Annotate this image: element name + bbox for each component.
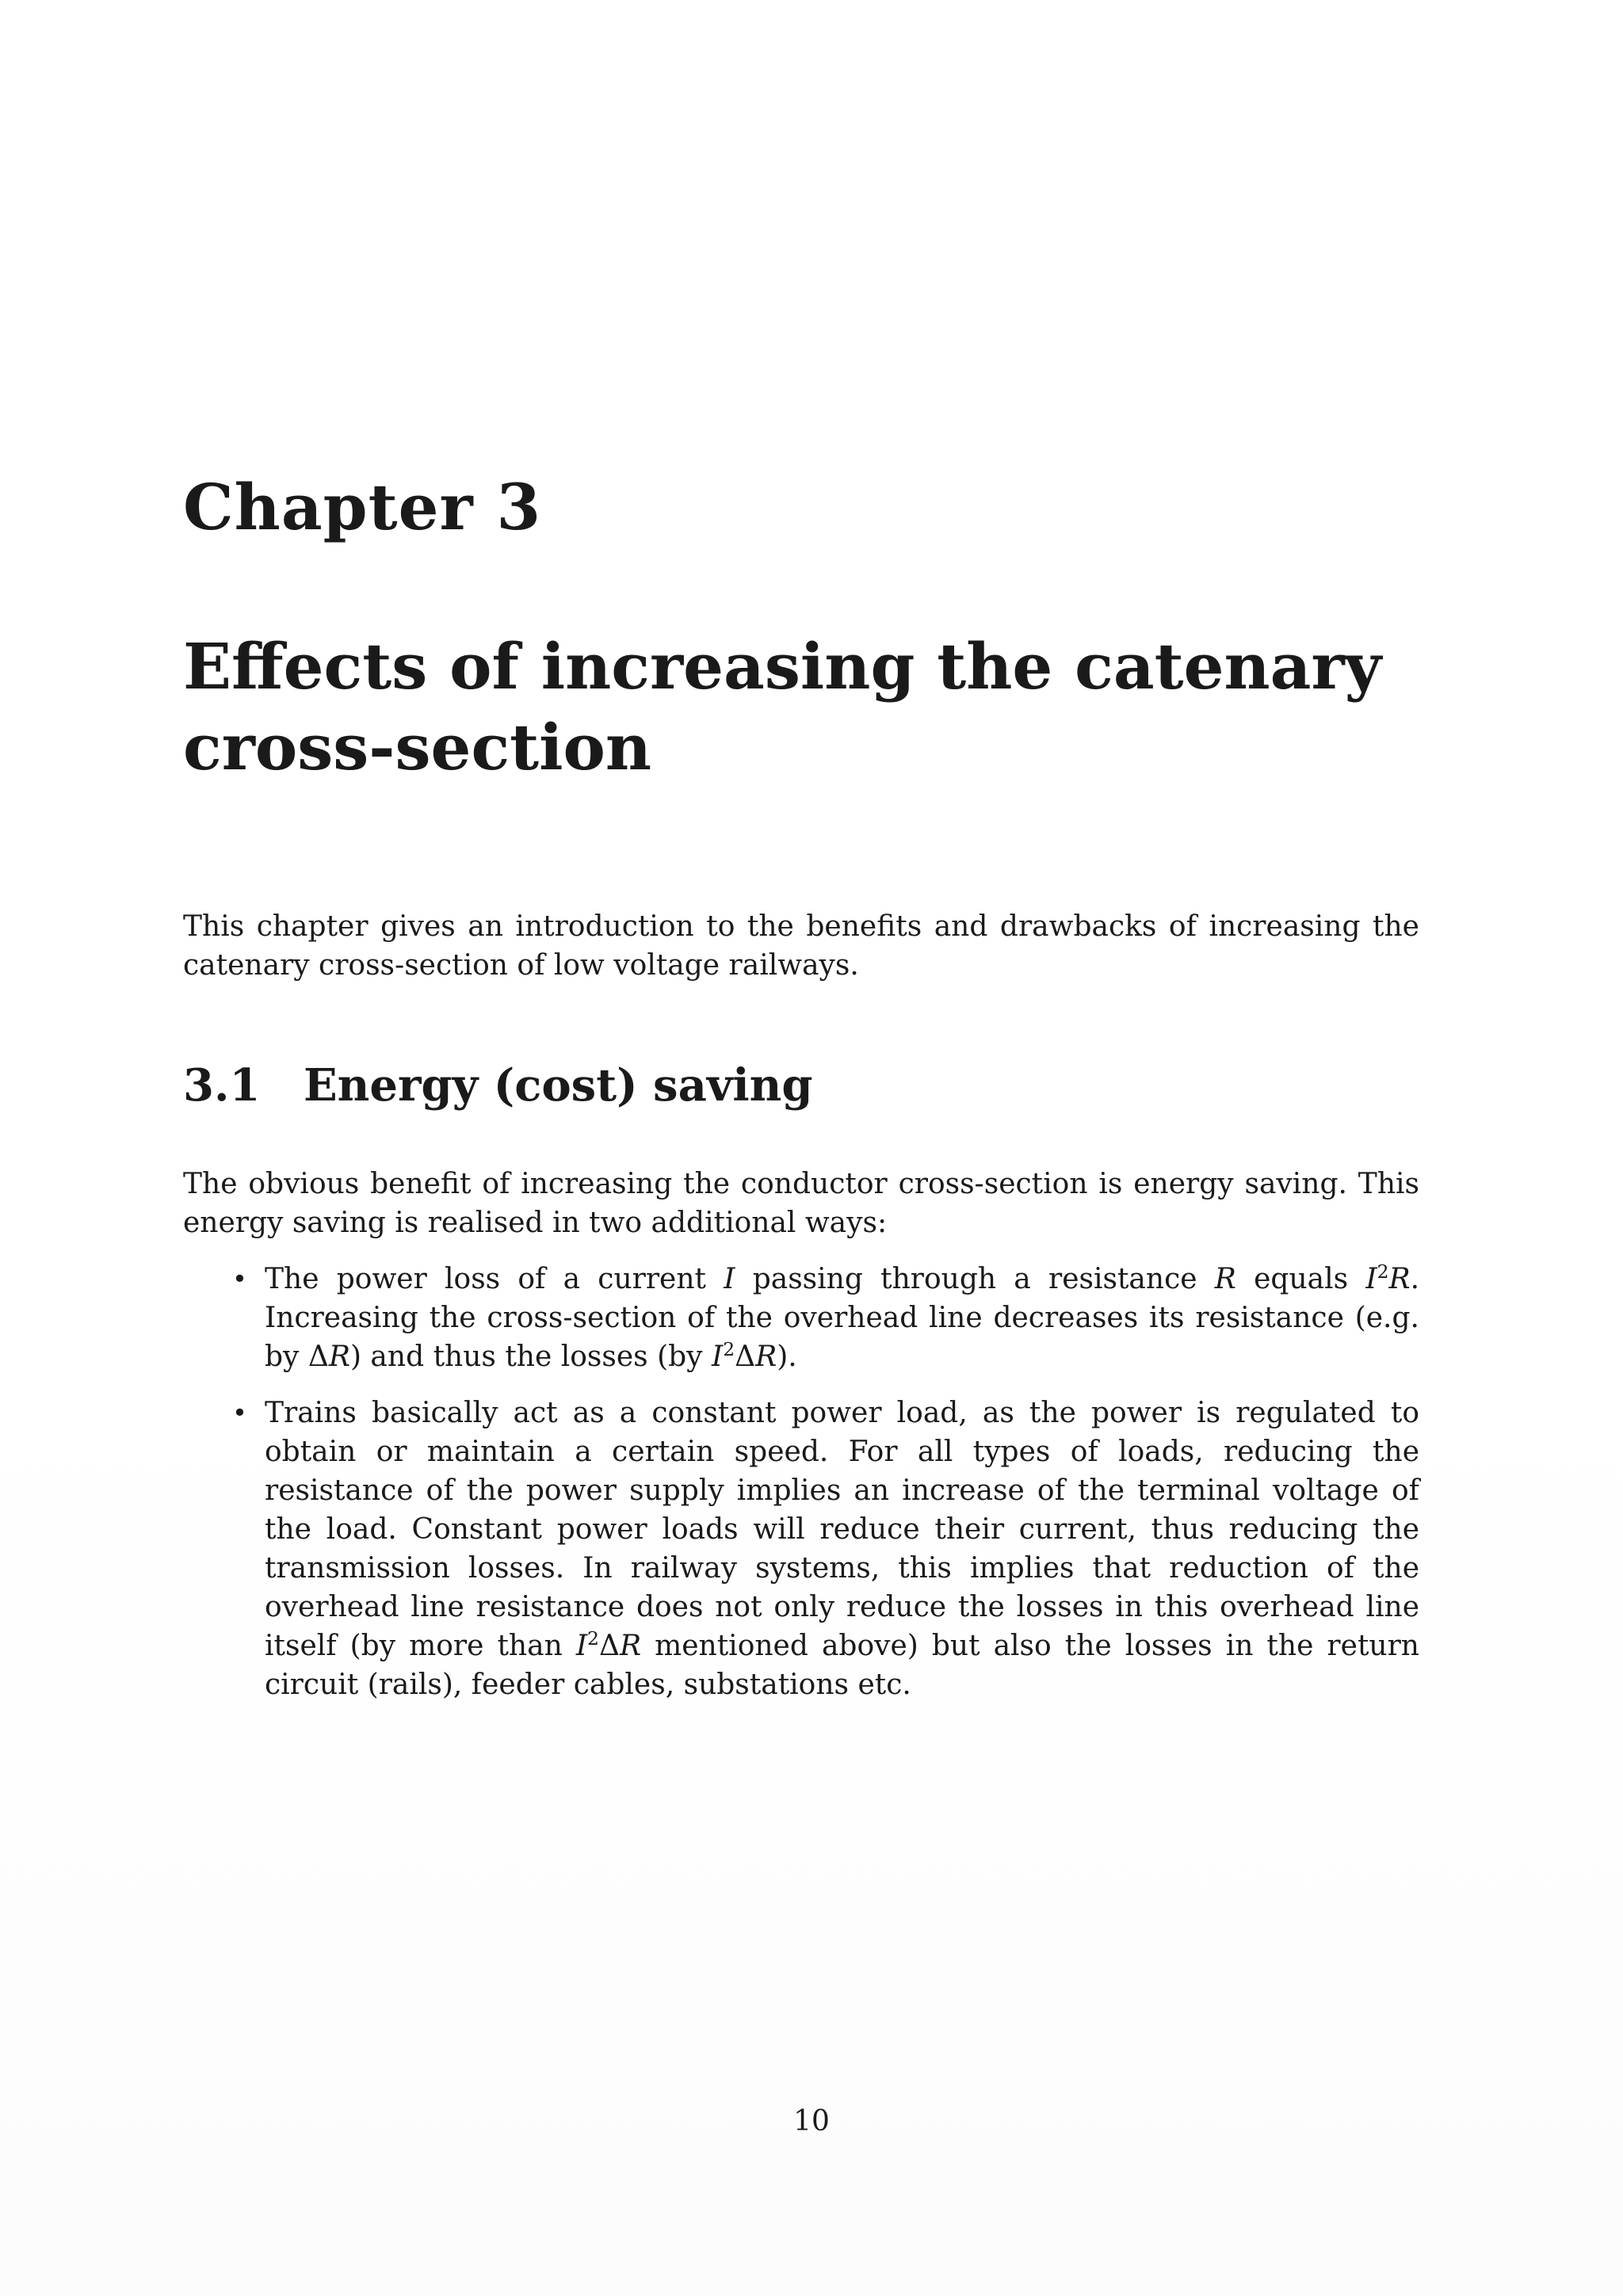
- math-exponent: 2: [723, 1338, 735, 1361]
- math-variable: R: [1388, 1263, 1411, 1295]
- chapter-label: Chapter 3: [183, 470, 542, 544]
- math-variable: I: [575, 1630, 588, 1662]
- math-exponent: 2: [587, 1627, 599, 1650]
- bullet-icon: •: [232, 1264, 247, 1294]
- math-variable: I: [724, 1263, 735, 1295]
- math-variable: R: [755, 1341, 777, 1373]
- page-number: 10: [793, 2105, 830, 2138]
- section-paragraph: The obvious benefit of increasing the conductor cross-section is energy saving. This energy saving is realised in two additional ways:: [183, 1168, 1419, 1239]
- math-variable: R: [328, 1341, 350, 1373]
- math-variable: R: [1214, 1263, 1236, 1295]
- math-variable: I: [711, 1341, 724, 1373]
- math-variable: I: [1365, 1263, 1377, 1295]
- section-heading: [183, 1059, 813, 1112]
- list-item: • The power loss of a current I passing through a resistance R equals $I^2R$. Increasing the cross-section of the overhead line decreases its resistance (e.g. by ΔR) and thus the losses (by $I^2\Delta R$).: [232, 1261, 1420, 1373]
- chapter-title: Effects of increasing the catenary cross-section: [183, 629, 1382, 784]
- section-title: Energy (cost) saving: [304, 1059, 813, 1112]
- section-body: [183, 1165, 1419, 1722]
- list-item: • Trains basically act as a constant power load, as the power is regulated to obtain or maintain a certain speed. For all types of loads, reducing the resistance of the power supply implies an increase of the terminal voltage of the load. Constant power loads will reduce their current, thus reducing the transmission losses. In railway systems, this implies that reduction of the overhead line resistance does not only reduce the losses in this overhead line itself (by more than $I^2\Delta R$ mentioned above) but also the losses in the return circuit (rails), feeder cables, substations etc.: [183, 1394, 1419, 1704]
- bullet-icon: •: [232, 1398, 247, 1428]
- section-number: 3.1: [183, 1059, 261, 1112]
- math-exponent: 2: [1377, 1261, 1389, 1283]
- math-variable: R: [619, 1630, 642, 1662]
- bullet-list: [183, 1260, 1419, 1704]
- chapter-intro: This chapter gives an introduction to the benefits and drawbacks of increasing the catenary cross-section of low voltage railways.: [183, 910, 1419, 982]
